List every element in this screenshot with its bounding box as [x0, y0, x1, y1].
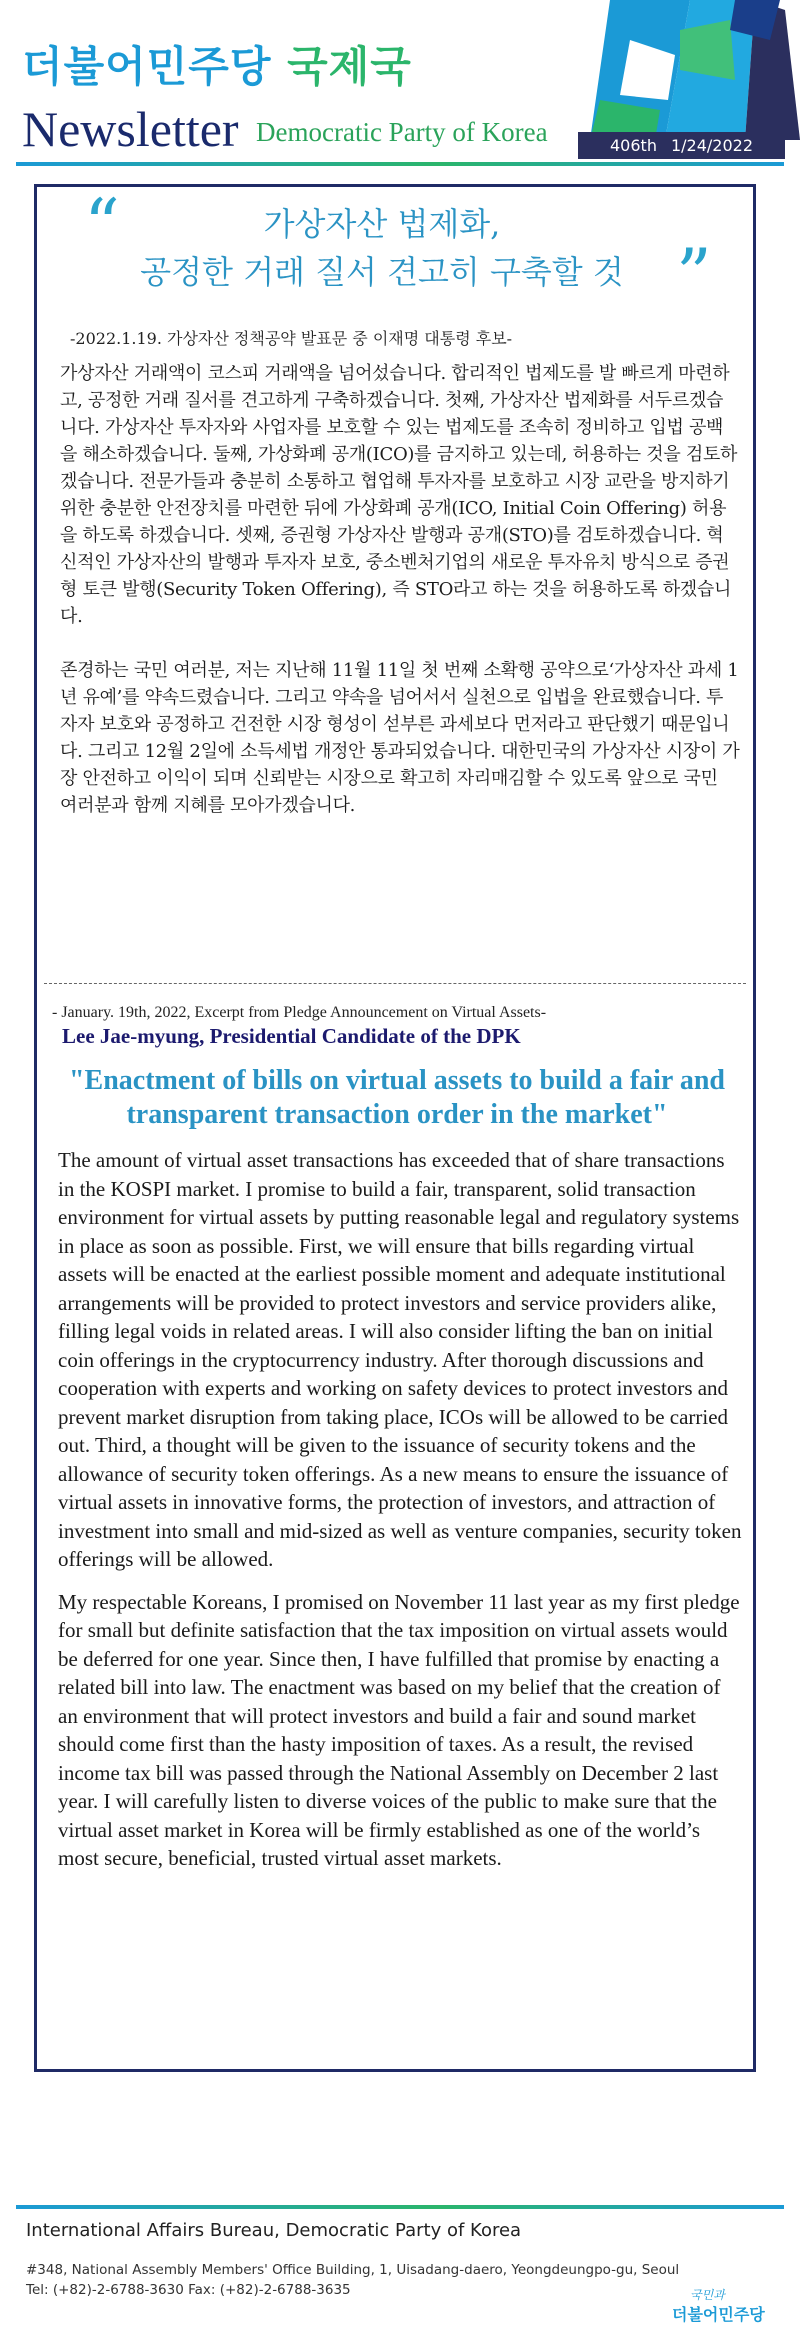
english-author: Lee Jae-myung, Presidential Candidate of the DPK — [62, 1024, 521, 1048]
org-name-logo — [22, 34, 412, 94]
issue-badge — [578, 132, 785, 159]
org-name-bureau: 국제국 — [287, 42, 412, 91]
english-body — [58, 1146, 744, 1887]
footer-logo-slogan: 국민과 — [690, 2288, 725, 2302]
party-emblem-graphic — [570, 0, 800, 140]
footer-party-logo: 더불어민주당 — [672, 2305, 765, 2324]
issue-number: 406th — [610, 136, 657, 155]
issue-date: 1/24/2022 — [670, 136, 753, 155]
close-quote-icon: ” — [676, 234, 712, 316]
english-paragraph: The amount of virtual asset transactions has exceeded that of share transactions in the KOSPI market. I promise to build a fair, transparent, solid transaction environment for virtual assets by putting reasonable legal and regulatory systems in place as soon as possible. First, we will ensure that bills regarding virtual assets will be enacted at the earliest possible moment and adequate institutional arrangements will be provided to protect investors and service providers alike, filling legal voids in related areas. I will also consider lifting the ban on initial coin offerings in the cryptocurrency industry. After thorough discussions and cooperation with experts and working on safety devices to protect investors and prevent market disruption from taking place, ICOs will be allowed to be carried out. Third, a thought will be given to the issuance of security tokens and the allowance of security token offerings. As a new means to ensure the issuance of virtual assets in innovative forms, the protection of investors, and attraction of investment into small and mid-sized as well as venture companies, security token offerings will be allowed. — [58, 1148, 742, 1571]
footer-address: #348, National Assembly Members' Office Building, 1, Uisadang-daero, Yeongdeungpo-gu, Seoul — [26, 2262, 680, 2278]
footer-divider — [16, 2205, 784, 2209]
korean-paragraph: 존경하는 국민 여러분, 저는 지난해 11월 11일 첫 번째 소확행 공약으로‘가상자산 과세 1년 유예’를 약속드렸습니다. 그리고 약속을 넘어서서 실천으로 입법을 완료했습니다. 투자자 보호와 공정하고 건전한 시장 형성이 섣부른 과세보다 먼저라고 판단했기 때문입니다. 그리고 12월 2일에 소득세법 개정안 통과되었습니다. 대한민국의 가상자산 시장이 가장 안전하고 이익이 되며 신뢰받는 시장으로 확고히 자리매김할 수 있도록 앞으로 국민 여러분과 함께 지혜를 모아가겠습니다. — [60, 660, 740, 816]
section-divider — [44, 983, 746, 984]
korean-paragraph: 가상자산 거래액이 코스피 거래액을 넘어섰습니다. 합리적인 법제도를 발 빠르게 마련하고, 공정한 거래 질서를 견고하게 구축하겠습니다. 첫째, 가상자산 법제화를 서두르겠습니다. 가상자산 투자자와 사업자를 보호할 수 있는 법제도를 조속히 정비하고 입법 공백을 해소하겠습니다. 둘째, 가상화폐 공개(ICO)를 금지하고 있는데, 허용하는 것을 검토하겠습니다. 전문가들과 충분히 소통하고 협업해 투자자를 보호하고 시장 교란을 방지하기 위한 충분한 안전장치를 마련한 뒤에 가상화폐 공개(ICO, Initial Coin Offering) 허용을 하도록 하겠습니다. 셋째, 증권형 가상자산 발행과 공개(STO)를 검토하겠습니다. 혁신적인 가상자산의 발행과 투자자 보호, 중소벤처기업의 새로운 투자유치 방식으로 증권형 토큰 발행(Security Token Offering), 즉 STO라고 하는 것을 허용하도록 하겠습니다. — [60, 363, 738, 627]
footer-contact: Tel: (+82)-2-6788-3630 Fax: (+82)-2-6788-3635 — [26, 2282, 351, 2298]
english-paragraph: My respectable Koreans, I promised on November 11 last year as my first pledge for small but definite satisfaction that the tax imposition on virtual assets would be deferred for one year. Since then, I have fulfilled that promise by enacting a related bill into law. The enactment was based on my belief that the creation of an environment that will protect investors and build a fair and sound market should come first than the hasty imposition of taxes. As a result, the revised income tax bill was passed through the National Assembly on December 2 last year. I will carefully listen to diverse voices of the public to make sure that the virtual asset market in Korea will be firmly established as one of the world’s most secure, beneficial, trusted virtual asset markets. — [58, 1589, 740, 1870]
english-attribution: - January. 19th, 2022, Excerpt from Pledge Announcement on Virtual Assets- — [52, 1004, 547, 1021]
header-divider — [16, 162, 784, 166]
open-quote-icon: “ — [84, 184, 120, 266]
korean-headline — [82, 200, 682, 296]
org-name-party: 더불어민주당 — [22, 42, 272, 91]
korean-headline-line1: 가상자산 법제화, — [263, 205, 501, 243]
newsletter-subtitle: Democratic Party of Korea — [256, 117, 548, 147]
newsletter-title: Newsletter — [22, 101, 239, 157]
footer-organization: International Affairs Bureau, Democratic Party of Korea — [26, 2220, 522, 2241]
korean-attribution: -2022.1.19. 가상자산 정책공약 발표문 중 이재명 대통령 후보- — [70, 329, 513, 348]
english-headline: "Enactment of bills on virtual assets to build a fair and transparent transaction order in the market" — [69, 1065, 725, 1130]
korean-headline-line2: 공정한 거래 질서 견고히 구축할 것 — [140, 253, 624, 291]
korean-body — [60, 360, 740, 846]
newsletter-header — [0, 0, 800, 170]
